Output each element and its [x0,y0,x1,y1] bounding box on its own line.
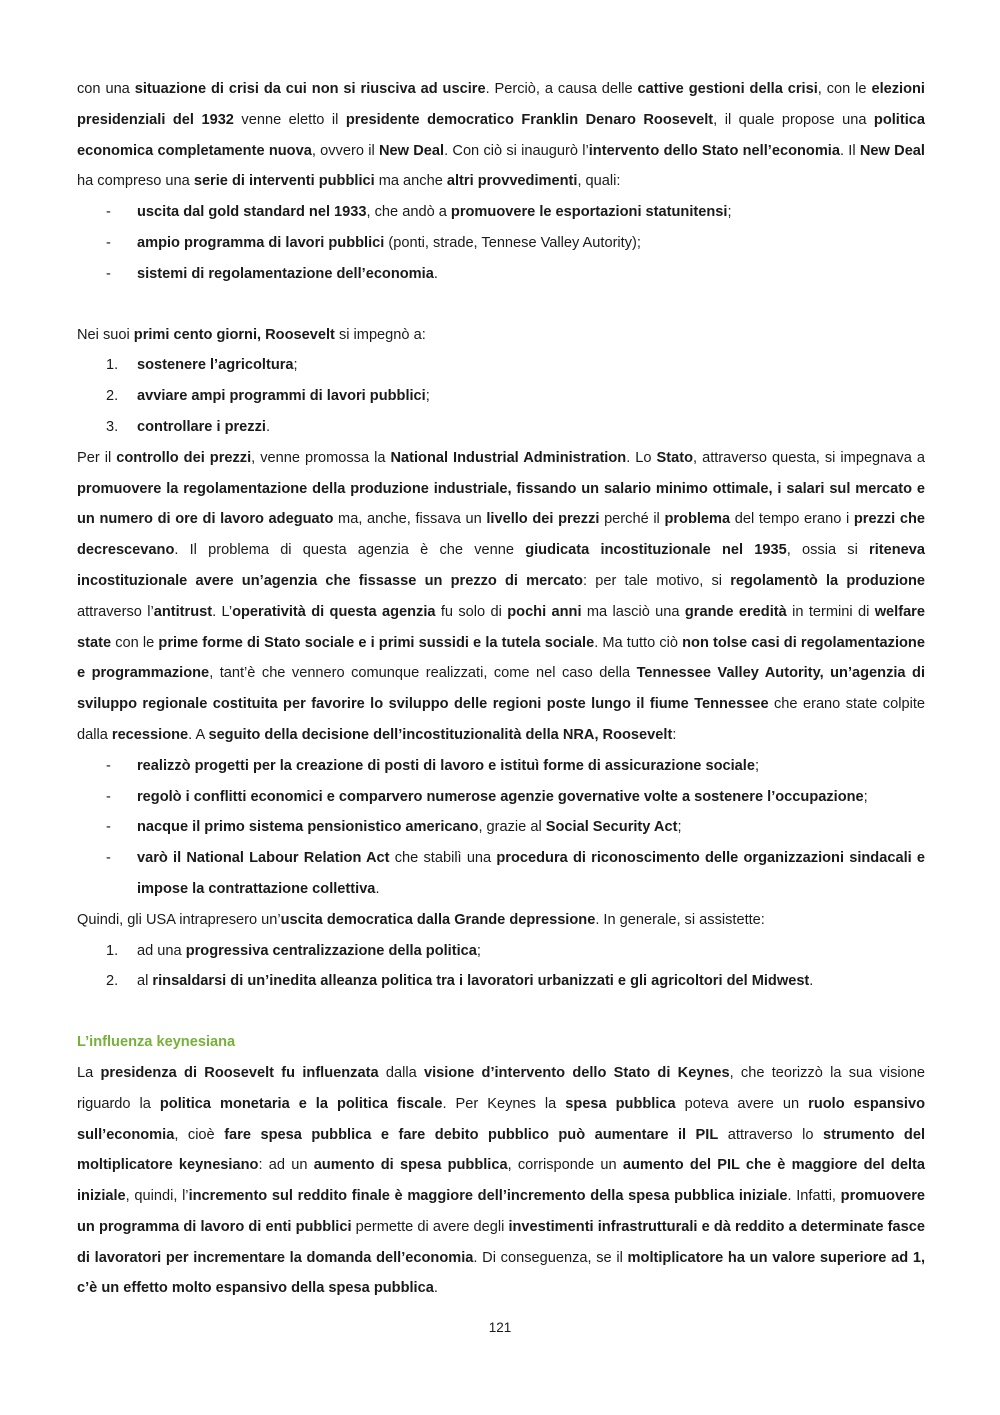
bullet-marker: - [106,265,111,282]
text-run: ; [425,388,430,405]
text-run: ; [677,819,682,836]
list-item-text [137,782,925,813]
bold-text-run: problema [664,511,731,528]
bullet-list [77,197,925,289]
bold-text-run: controllo dei prezzi [116,449,252,466]
text-run: con una [77,81,135,97]
bold-text-run: avviare ampi programmi di lavori pubblici [137,388,426,405]
bold-text-run: regolamentò la produzione [730,572,925,589]
paragraph [77,443,925,751]
bold-text-run: cattive gestioni della crisi [637,81,818,97]
section-heading: L’influenza keynesiana [77,1034,236,1051]
text-run: ad una [137,942,186,959]
numbered-list [77,936,925,998]
list-number: 1. [106,357,119,374]
text-run: , il quale propose una [713,111,874,128]
text-run: dalla [378,1064,424,1081]
text-run: : per tale motivo, si [582,572,731,589]
bullet-marker: - [106,204,111,221]
text-run: , che teorizzò la sua visione riguardo la [77,1064,925,1112]
list-item-text [137,412,925,443]
text-run: . A [188,726,209,743]
bold-text-run: politica economica completamente nuova [77,111,926,159]
list-item [77,843,925,905]
bold-text-run: uscita democratica dalla Grande depressione [280,911,596,928]
bold-text-run: welfare state [77,603,925,651]
paragraph [77,905,925,936]
bold-text-run: sistemi di regolamentazione dell’economia [137,265,434,282]
bold-text-run: primi cento giorni, Roosevelt [133,326,335,343]
bold-text-run: promuovere un programma di lavoro di enti pubblici [77,1188,925,1235]
text-run: , grazie al [478,819,546,836]
spacer [77,290,925,320]
list-item [77,259,925,290]
bold-text-run: grande eredità [684,603,787,620]
text-run: ma anche [374,173,447,190]
bold-text-run: aumento di spesa pubblica [313,1157,508,1174]
text-run: ; [754,757,760,774]
list-item [77,197,925,228]
text-run: . Di conseguenza, se il [473,1249,628,1266]
paragraph [77,74,925,197]
text-run: . Per Keynes la [442,1095,566,1112]
bold-text-run: intervento dello Stato nell’economia [588,142,840,159]
bold-text-run: uscita dal gold standard nel 1933 [137,204,367,221]
text-run: . Lo [626,449,657,466]
text-run: ; [293,357,298,374]
text-run: permette di avere degli [351,1218,509,1235]
page-content [77,74,925,1304]
bold-text-run: Social Security Act [545,819,678,836]
text-run: Nei suoi [77,326,134,343]
text-run: . Il [839,142,860,159]
text-run: perché il [599,511,665,528]
text-run: . L’ [212,603,233,620]
text-run: ha compreso una [77,173,194,190]
bold-text-run: pochi anni [507,603,582,620]
text-run: , tant’è che vennero comunque realizzati, come nel caso della [209,665,637,682]
bold-text-run: Tennessee Valley Autority, un’agenzia di sviluppo regionale costituita per favorire lo sviluppo delle regioni poste lungo il fiume Tennessee [77,665,925,713]
text-run: poteva avere un [675,1095,809,1112]
bold-text-run: progressiva centralizzazione della politica [185,942,477,959]
text-run: , con le [817,81,872,97]
text-run: . Infatti, [787,1188,841,1205]
bold-text-run: controllare i prezzi [137,418,266,435]
text-run: , quali: [577,173,621,190]
text-run: ; [863,788,868,805]
text-run: ma lasciò una [581,603,685,620]
text-run: (ponti, strade, Tennese Valley Autority); [384,234,641,251]
bold-text-run: situazione di crisi da cui non si riusciva ad uscire [134,81,486,97]
bold-text-run: incremento sul reddito finale è maggiore dell’incremento della spesa pubblica iniziale [188,1188,788,1205]
bold-text-run: ampio programma di lavori pubblici [137,234,385,251]
bold-text-run: New Deal [859,142,925,159]
bold-text-run: riteneva incostituzionale avere un’agenzia che fissasse un prezzo di mercato [77,542,926,589]
bullet-marker: - [106,819,111,836]
list-number: 3. [106,418,119,435]
bold-text-run: promuovere le esportazioni statunitensi [450,204,728,221]
bold-text-run: giudicata incostituzionale nel 1935 [525,542,787,559]
bold-text-run: spesa pubblica [565,1095,676,1112]
bullet-list [77,751,925,905]
bold-text-run: altri provvedimenti [446,173,578,190]
bold-text-run: strumento del moltiplicatore keynesiano [77,1126,925,1174]
text-run: al [137,973,153,990]
list-item [77,936,925,967]
list-item-text [137,812,925,843]
list-number: 1. [106,942,119,959]
text-run: ; [727,204,732,221]
paragraph [77,1058,925,1304]
text-run: . [265,418,271,435]
list-item-text [137,228,925,259]
bold-text-run: seguito della decisione dell’incostituzionalità della NRA, Roosevelt [208,726,673,743]
text-run: : [672,726,677,743]
bold-text-run: non tolse casi di regolamentazione e programmazione [77,634,925,682]
bold-text-run: regolò i conflitti economici e comparvero numerose agenzie governative volte a sostenere l’occupazione [137,788,864,805]
text-run: venne eletto il [233,111,346,128]
numbered-list [77,350,925,442]
bullet-marker: - [106,234,111,251]
text-run: che stabilì una [389,850,497,867]
text-run: , attraverso questa, si impegnava a [693,449,925,466]
list-number: 2. [106,388,119,405]
text-run: fu solo di [435,603,508,620]
text-run: . Perciò, a causa delle [485,81,638,97]
bullet-marker: - [106,788,111,805]
list-item-text [137,843,925,905]
bold-text-run: fare spesa pubblica e fare debito pubblico può aumentare il PIL [224,1126,719,1143]
text-run: . [433,265,438,282]
text-run: , che andò a [366,204,451,221]
text-run: , ossia si [786,542,870,559]
list-item [77,751,925,782]
list-item-text [137,966,925,997]
list-item [77,381,925,412]
bullet-marker: - [106,850,111,867]
bold-text-run: promuovere la regolamentazione della produzione industriale, fissando un salario minimo ottimale, i salari sul mercato e un numero di ore di lavoro adeguato [77,480,925,528]
list-item [77,966,925,997]
list-item [77,782,925,813]
text-run: , cioè [174,1126,225,1143]
bold-text-run: National Industrial Administration [390,449,627,466]
bold-text-run: realizzò progetti per la creazione di posti di lavoro e istituì forme di assicurazione sociale [137,757,755,774]
text-run: . In generale, si assistette: [595,911,765,928]
text-run: ; [476,942,481,959]
bold-text-run: procedura di riconoscimento delle organizzazioni sindacali e impose la contrattazione collettiva [137,850,925,897]
bold-text-run: varò il National Labour Relation Act [137,850,390,867]
bold-text-run: antitrust [153,603,213,620]
text-run: ma, anche, fissava un [333,511,487,528]
text-run: . [809,973,814,990]
list-item-text [137,259,925,290]
list-item [77,228,925,259]
paragraph [77,320,925,351]
bold-text-run: prezzi che decrescevano [77,511,926,559]
bold-text-run: investimenti infrastrutturali e dà reddito a determinate fasce di lavoratori per incrementare la domanda dell’economia [77,1218,926,1266]
list-item-text [137,751,925,782]
list-item-text [137,381,925,412]
list-item-text [137,350,925,381]
text-run: . [375,880,380,897]
text-run: . Ma tutto ciò [594,634,683,651]
text-run: . [433,1280,438,1297]
text-run: con le [111,634,159,651]
bold-text-run: aumento del PIL che è maggiore del delta iniziale [77,1157,925,1205]
text-run: . Il problema di questa agenzia è che venne [174,542,526,559]
text-run: , quindi, l’ [125,1188,189,1205]
bullet-marker: - [106,757,111,774]
list-item-text [137,936,925,967]
bold-text-run: livello dei prezzi [486,511,600,528]
bold-text-run: moltiplicatore ha un valore superiore ad 1, c’è un effetto molto espansivo della spesa pubblica [77,1249,926,1297]
bold-text-run: nacque il primo sistema pensionistico americano [137,819,479,836]
text-run: del tempo erano i [730,511,854,528]
list-item [77,350,925,381]
spacer [77,997,925,1027]
bold-text-run: recessione [111,726,189,743]
text-run: : ad un [258,1157,314,1174]
bold-text-run: presidente democratico Franklin Denaro Roosevelt [345,111,714,128]
text-run: Per il [77,449,117,466]
list-number: 2. [106,973,119,990]
text-run: , corrisponde un [507,1157,623,1174]
text-run: attraverso l’ [77,603,154,620]
text-run: che erano state colpite dalla [77,696,925,743]
text-run: . Con ciò si inaugurò l’ [444,142,589,159]
page-number: 121 [488,1320,512,1335]
bold-text-run: sostenere l’agricoltura [137,357,294,374]
bold-text-run: rinsaldarsi di un’inedita alleanza politica tra i lavoratori urbanizzati e gli agricoltori del Midwest [152,973,810,990]
bold-text-run: ruolo espansivo sull’economia [77,1095,925,1143]
bold-text-run: visione d’intervento dello Stato di Keynes [423,1064,730,1081]
text-run: , venne promossa la [251,449,391,466]
bold-text-run: Stato [656,449,693,466]
bold-text-run: operatività di questa agenzia [232,603,436,620]
list-item [77,412,925,443]
text-run: attraverso lo [718,1126,824,1143]
text-run: Quindi, gli USA intrapresero un’ [77,911,281,928]
bold-text-run: elezioni presidenziali del 1932 [77,81,925,128]
bold-text-run: prime forme di Stato sociale e i primi sussidi e la tutela sociale [158,634,595,651]
text-run: La [77,1064,101,1081]
text-run: , ovvero il [311,142,379,159]
bold-text-run: serie di interventi pubblici [193,173,375,190]
list-item-text [137,197,925,228]
bold-text-run: politica monetaria e la politica fiscale [159,1095,443,1112]
bold-text-run: New Deal [378,142,445,159]
text-run: in termini di [786,603,875,620]
text-run: si impegnò a: [334,326,426,343]
list-item [77,812,925,843]
bold-text-run: presidenza di Roosevelt fu influenzata [100,1064,379,1081]
